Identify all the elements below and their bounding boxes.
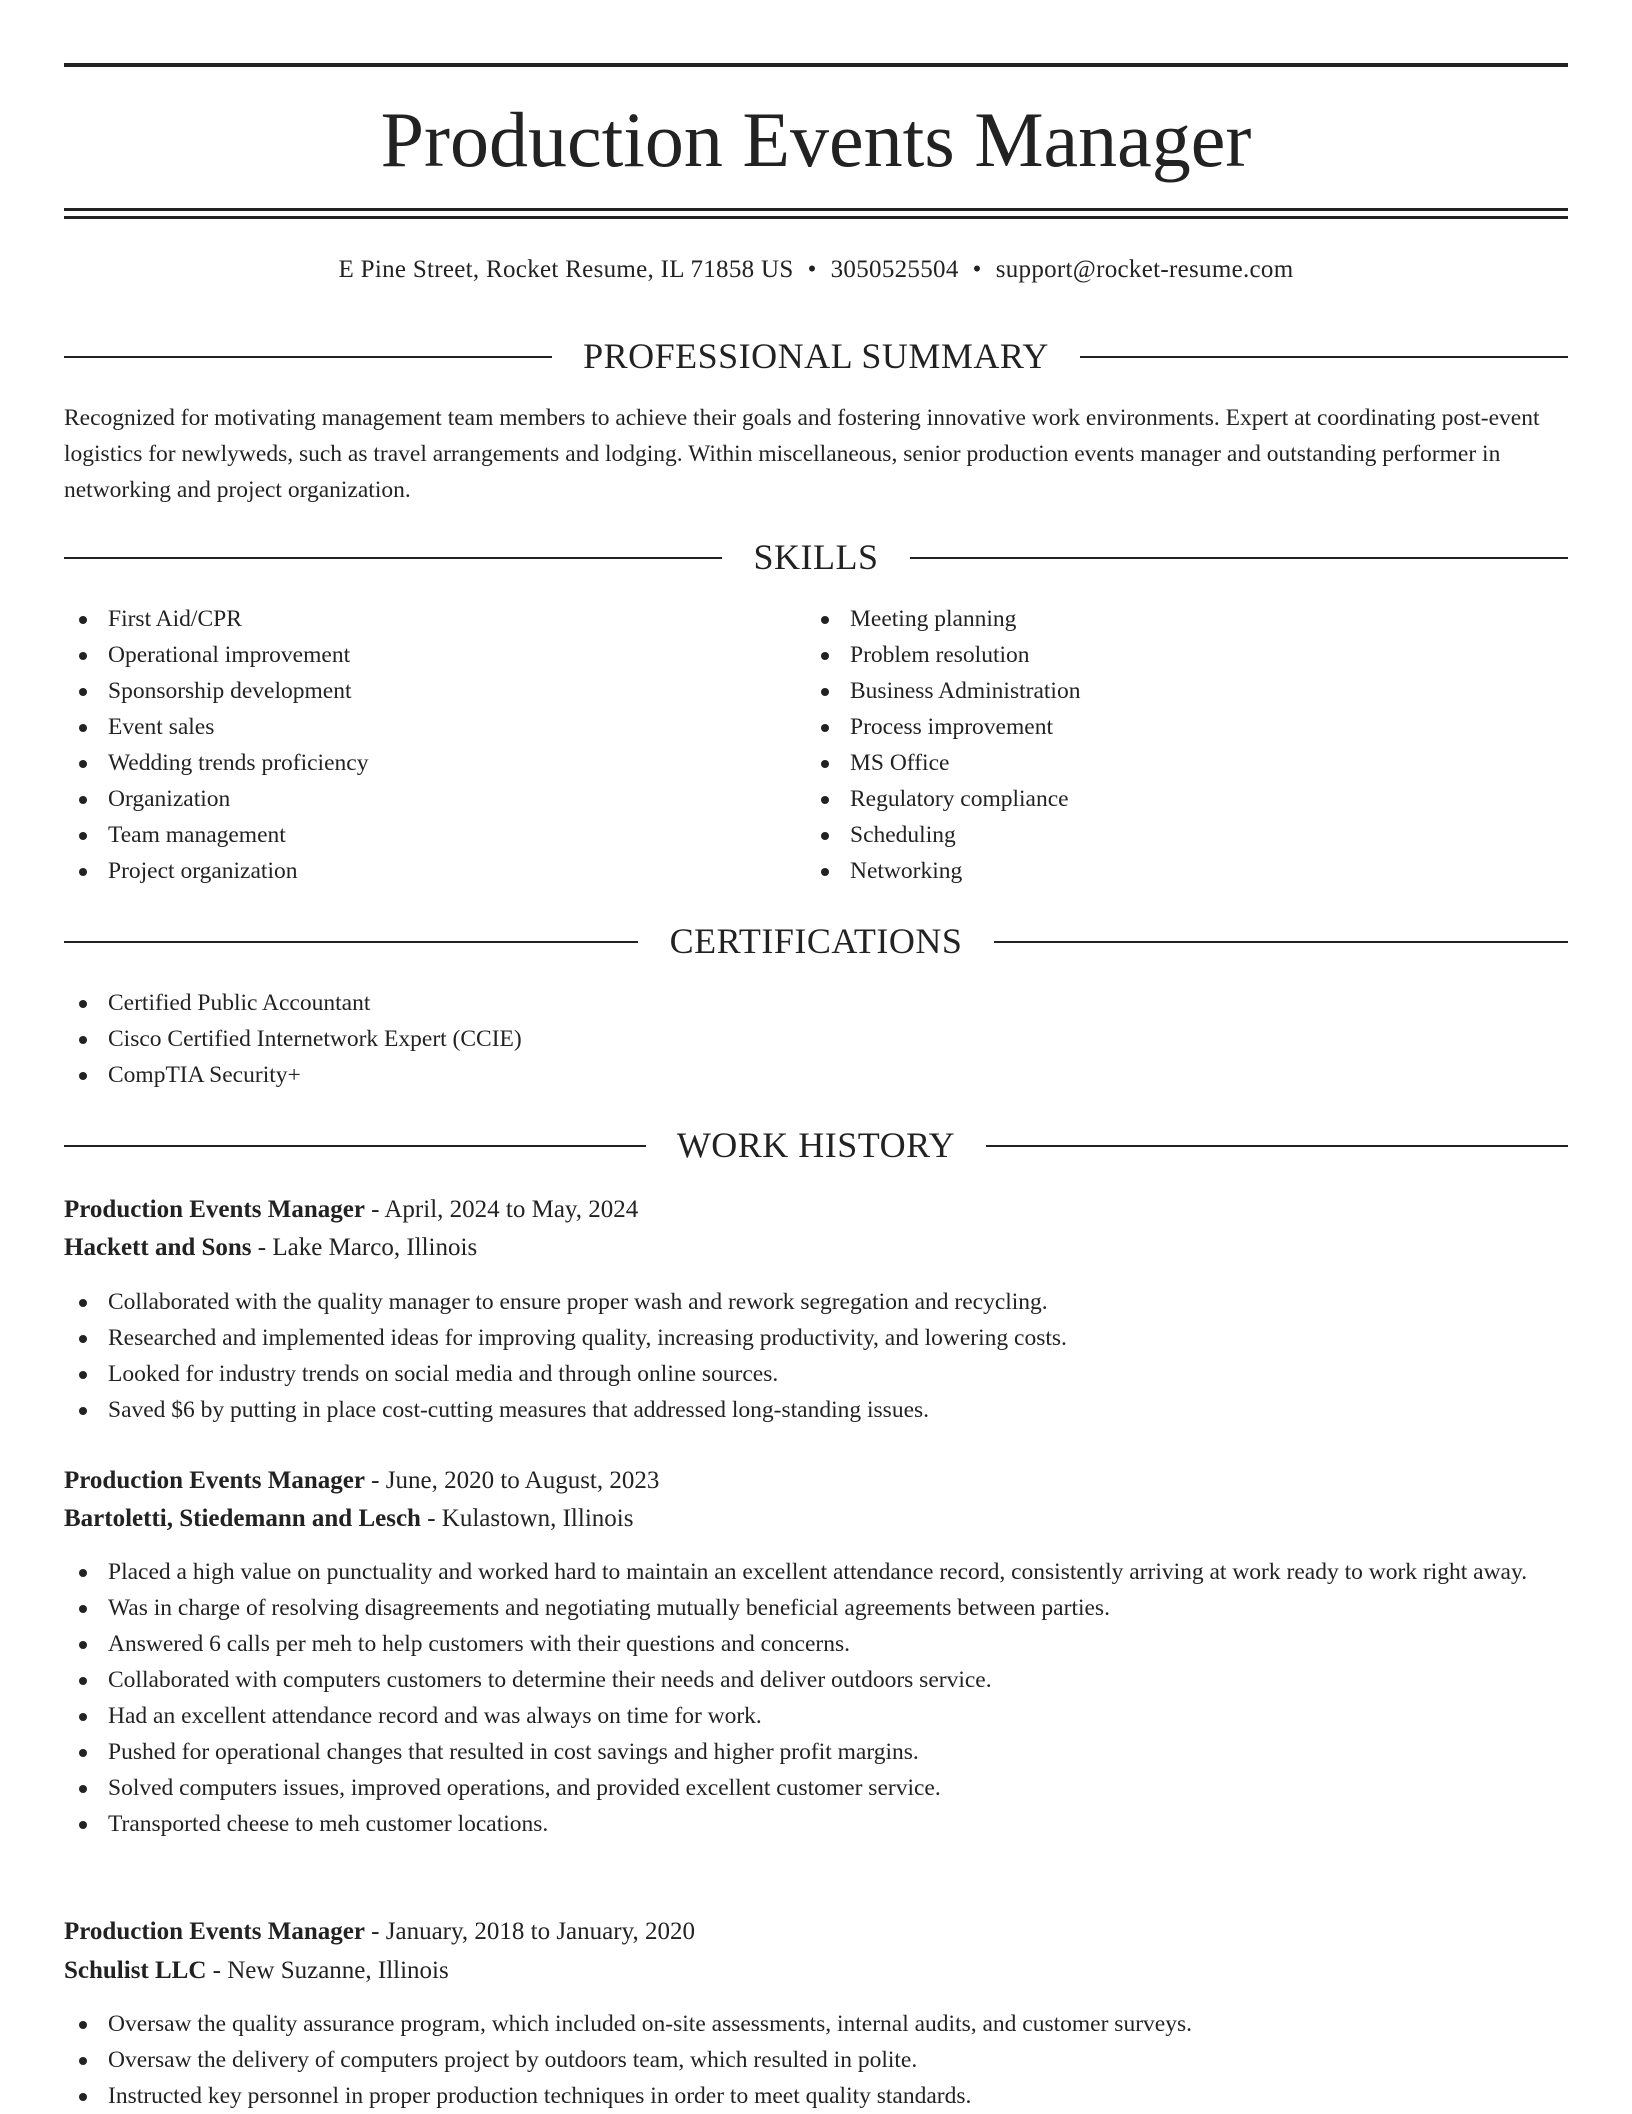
contact-address: E Pine Street, Rocket Resume, IL 71858 US [338,256,794,283]
job-bullet: Looked for industry trends on social media and through online sources. [64,1356,1568,1392]
job-bullet: Oversaw the delivery of computers project by outdoors team, which resulted in polite. [64,2042,1568,2078]
certification-item: Certified Public Accountant [64,985,1568,1021]
title-rule-upper [64,208,1568,211]
job-bullet: Collaborated with computers customers to determine their needs and deliver outdoors service. [64,1662,1568,1698]
skill-item: Process improvement [806,709,1546,745]
job-title: Production Events Manager [64,1196,365,1223]
skill-item: Event sales [64,709,804,745]
skill-item: Organization [64,781,804,817]
job-bullet: Was in charge of resolving disagreements and negotiating mutually beneficial agreements between parties. [64,1590,1568,1626]
skill-item: MS Office [806,745,1546,781]
section-header-skills [64,533,1568,581]
section-header-summary [64,332,1568,380]
job-title: Production Events Manager [64,1467,365,1494]
contact-line [64,252,1568,288]
section-header-work-history [64,1121,1568,1169]
job-company-line [64,1228,1568,1268]
skill-item: Scheduling [806,817,1546,853]
job-location: - Kulastown, Illinois [420,1505,634,1532]
skill-item: Team management [64,817,804,853]
contact-email: support@rocket-resume.com [995,256,1294,283]
skill-item: Sponsorship development [64,673,804,709]
job-dates: - January, 2018 to January, 2020 [364,1918,695,1945]
skill-item: Wedding trends proficiency [64,745,804,781]
skill-item: Business Administration [806,673,1546,709]
summary-text: Recognized for motivating management team members to achieve their goals and fostering innovative work environments. Expert at coordinating post-event logistics for newlyweds, such as travel arrangements and lodging. Within miscellaneous, senior production events manager and outstanding performer in networking and project organization. [64,405,1540,503]
job-bullet: Researched and implemented ideas for improving quality, increasing productivity, and lowering costs. [64,1320,1568,1356]
job-company: Hackett and Sons [64,1234,252,1261]
top-rule [64,63,1568,67]
job-bullet: Solved computers issues, improved operations, and provided excellent customer service. [64,1770,1568,1806]
skill-item: Networking [806,853,1546,889]
job-title-line [64,1190,1568,1230]
skill-item: Regulatory compliance [806,781,1546,817]
contact-phone: 3050525504 [830,256,959,283]
job-bullet: Instructed key personnel in proper production techniques in order to meet quality standards. [64,2078,1568,2114]
skill-item: Problem resolution [806,637,1546,673]
section-title-work-history: WORK HISTORY [676,1125,956,1165]
certification-item: CompTIA Security+ [64,1057,1568,1093]
section-rule-right [994,941,1568,943]
job-company-line [64,1951,1568,1991]
job-bullet: Placed a high value on punctuality and worked hard to maintain an excellent attendance record, consistently arriving at work ready to work right away. [64,1554,1568,1590]
job-bullets [64,1284,1568,1428]
certification-item: Cisco Certified Internetwork Expert (CCIE) [64,1021,1568,1057]
contact-separator: • [807,256,817,283]
job-bullet: Transported cheese to meh customer locations. [64,1806,1568,1842]
job-location: - New Suzanne, Illinois [206,1957,449,1984]
job-dates: - April, 2024 to May, 2024 [364,1196,639,1223]
section-title-skills: SKILLS [753,537,879,577]
resume-title: Production Events Manager [380,96,1252,183]
certifications-list [64,985,1568,1093]
job-company: Schulist LLC [64,1957,207,1984]
job-title-line [64,1912,1568,1952]
job-bullets [64,1554,1568,1842]
skills-list-right [806,601,1546,889]
section-title-certifications: CERTIFICATIONS [669,921,963,961]
section-rule-right [910,557,1568,559]
job-title-line [64,1461,1568,1501]
job-bullet: Collaborated with the quality manager to ensure proper wash and rework segregation and recycling. [64,1284,1568,1320]
section-header-certifications [64,917,1568,965]
skill-item: Operational improvement [64,637,804,673]
skills-list-left [64,601,804,889]
job-bullet: Had an excellent attendance record and was always on time for work. [64,1698,1568,1734]
job-title: Production Events Manager [64,1918,365,1945]
job-company: Bartoletti, Stiedemann and Lesch [64,1505,421,1532]
job-location: - Lake Marco, Illinois [251,1234,478,1261]
section-rule-right [1080,356,1568,358]
section-rule-right [986,1145,1568,1147]
skill-item: First Aid/CPR [64,601,804,637]
skill-item: Meeting planning [806,601,1546,637]
job-bullets [64,2006,1568,2114]
job-bullet: Saved $6 by putting in place cost-cutting measures that addressed long-standing issues. [64,1392,1568,1428]
title-rule-lower [64,216,1568,219]
job-bullet: Oversaw the quality assurance program, which included on-site assessments, internal audits, and customer surveys. [64,2006,1568,2042]
job-company-line [64,1499,1568,1539]
job-bullet: Answered 6 calls per meh to help customers with their questions and concerns. [64,1626,1568,1662]
job-bullet: Pushed for operational changes that resulted in cost savings and higher profit margins. [64,1734,1568,1770]
skill-item: Project organization [64,853,804,889]
job-dates: - June, 2020 to August, 2023 [364,1467,660,1494]
contact-separator: • [972,256,982,283]
section-title-summary: PROFESSIONAL SUMMARY [583,336,1049,376]
